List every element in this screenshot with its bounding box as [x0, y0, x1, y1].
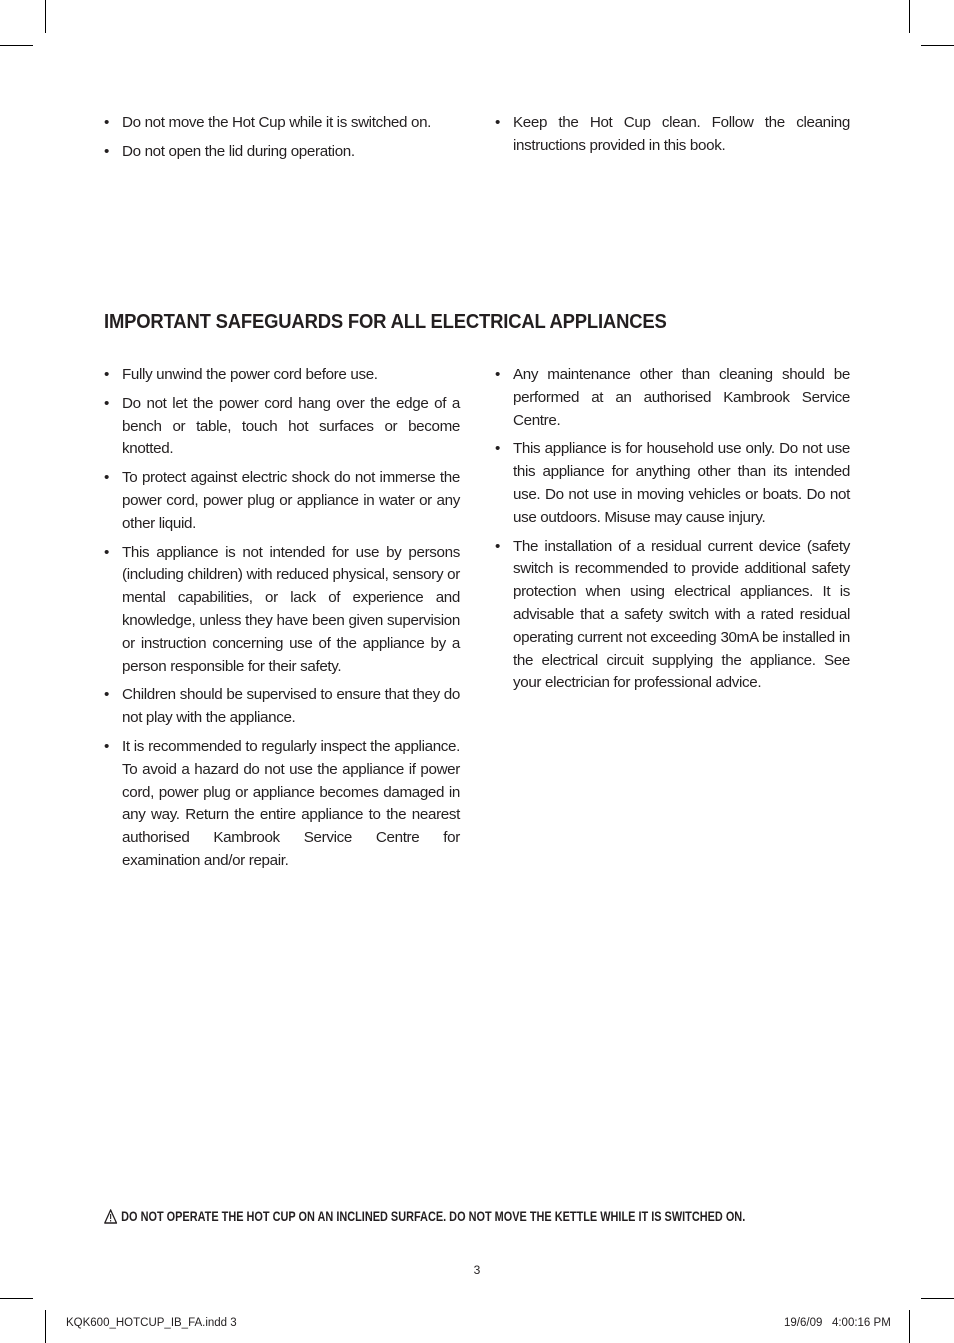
- list-item: [104, 364, 460, 387]
- crop-mark-bottom-left-vertical: [45, 1310, 46, 1343]
- bullet-icon: •: [495, 114, 500, 131]
- list-item: [104, 467, 460, 535]
- crop-mark-bottom-right-horizontal: [921, 1298, 954, 1299]
- bullet-icon: •: [104, 394, 109, 412]
- bullet-icon: •: [104, 543, 109, 561]
- crop-mark-bottom-left-horizontal: [0, 1298, 33, 1299]
- list-item-text: Do not open the lid during operation.: [122, 142, 355, 160]
- bullet-icon: •: [104, 737, 109, 755]
- list-item: [104, 112, 460, 135]
- top-left-column: [104, 112, 460, 170]
- list-item: [104, 141, 460, 164]
- bullet-icon: •: [495, 440, 500, 458]
- list-item-text: Keep the Hot Cup clean. Follow the cleaning instructions provided in this book.: [513, 114, 850, 154]
- top-left-list: [104, 112, 460, 164]
- list-item-text: Children should be supervised to ensure that they do not play with the appliance.: [122, 686, 460, 727]
- crop-mark-bottom-right-vertical: [909, 1310, 910, 1343]
- safeguards-right-column: [495, 364, 850, 701]
- crop-mark-top-left-vertical: [45, 0, 46, 33]
- footer-timestamp: 19/6/09 4:00:16 PM: [784, 1317, 891, 1329]
- list-item-text: This appliance is not intended for use by persons (including children) with reduced physical, sensory or mental capabilities, or lack of experience and knowledge, unless they have been given supervision or instruction concerning use of the appliance by a person responsible for their safety.: [122, 543, 460, 675]
- safeguards-left-column: [104, 364, 460, 879]
- bullet-icon: •: [495, 537, 500, 555]
- list-item-text: It is recommended to regularly inspect the appliance. To avoid a hazard do not use the appliance if power cord, power plug or appliance becomes damaged in any way. Return the entire appliance to the nearest authorised Kambrook Service Centre for examination and/or repair.: [122, 737, 460, 869]
- list-item-text: Do not move the Hot Cup while it is switched on.: [122, 114, 432, 131]
- crop-mark-top-left-horizontal: [0, 45, 33, 46]
- safeguards-right-list: [495, 364, 850, 695]
- list-item-text: Do not let the power cord hang over the edge of a bench or table, touch hot surfaces or become knotted.: [122, 394, 460, 458]
- bullet-icon: •: [104, 114, 109, 131]
- list-item: [495, 112, 850, 158]
- warning-text: DO NOT OPERATE THE HOT CUP ON AN INCLINED SURFACE. DO NOT MOVE THE KETTLE WHILE IT IS SWITCHED ON.: [121, 1208, 746, 1224]
- list-item: [104, 736, 460, 873]
- list-item-text: Fully unwind the power cord before use.: [122, 366, 378, 383]
- list-item-text: This appliance is for household use only. Do not use this appliance for anything other than its intended use. Do not use in moving vehicles or boats. Do not use outdoors. Misuse may cause injury.: [513, 440, 850, 526]
- list-item: [104, 684, 460, 730]
- page-number: 3: [473, 1263, 481, 1277]
- list-item-text: The installation of a residual current device (safety switch is recommended to provide additional safety protection when using electrical appliances. It is advisable that a safety switch with a rated residual operating current not exceeding 30mA be installed in the electrical circuit supplying the appliance. See your electrician for professional advice.: [513, 537, 850, 692]
- bullet-icon: •: [104, 142, 109, 160]
- list-item: [104, 393, 460, 461]
- crop-mark-top-right-horizontal: [921, 45, 954, 46]
- list-item: [495, 536, 850, 696]
- top-right-list: [495, 112, 850, 158]
- section-heading: IMPORTANT SAFEGUARDS FOR ALL ELECTRICAL APPLIANCES: [104, 310, 667, 333]
- footer-file-name: KQK600_HOTCUP_IB_FA.indd 3: [66, 1317, 237, 1329]
- bullet-icon: •: [104, 469, 109, 487]
- list-item: [495, 438, 850, 529]
- crop-mark-top-right-vertical: [909, 0, 910, 33]
- list-item: [104, 542, 460, 679]
- bullet-icon: •: [104, 366, 109, 383]
- list-item-text: Any maintenance other than cleaning should be performed at an authorised Kambrook Service Centre.: [513, 366, 850, 429]
- list-item-text: To protect against electric shock do not immerse the power cord, power plug or appliance in water or any other liquid.: [122, 469, 460, 532]
- warning-notice: [104, 1208, 745, 1224]
- top-right-column: [495, 112, 850, 164]
- bullet-icon: •: [104, 686, 109, 704]
- bullet-icon: •: [495, 366, 500, 383]
- list-item: [495, 364, 850, 432]
- safeguards-left-list: [104, 364, 460, 873]
- warning-triangle-icon: [104, 1209, 117, 1224]
